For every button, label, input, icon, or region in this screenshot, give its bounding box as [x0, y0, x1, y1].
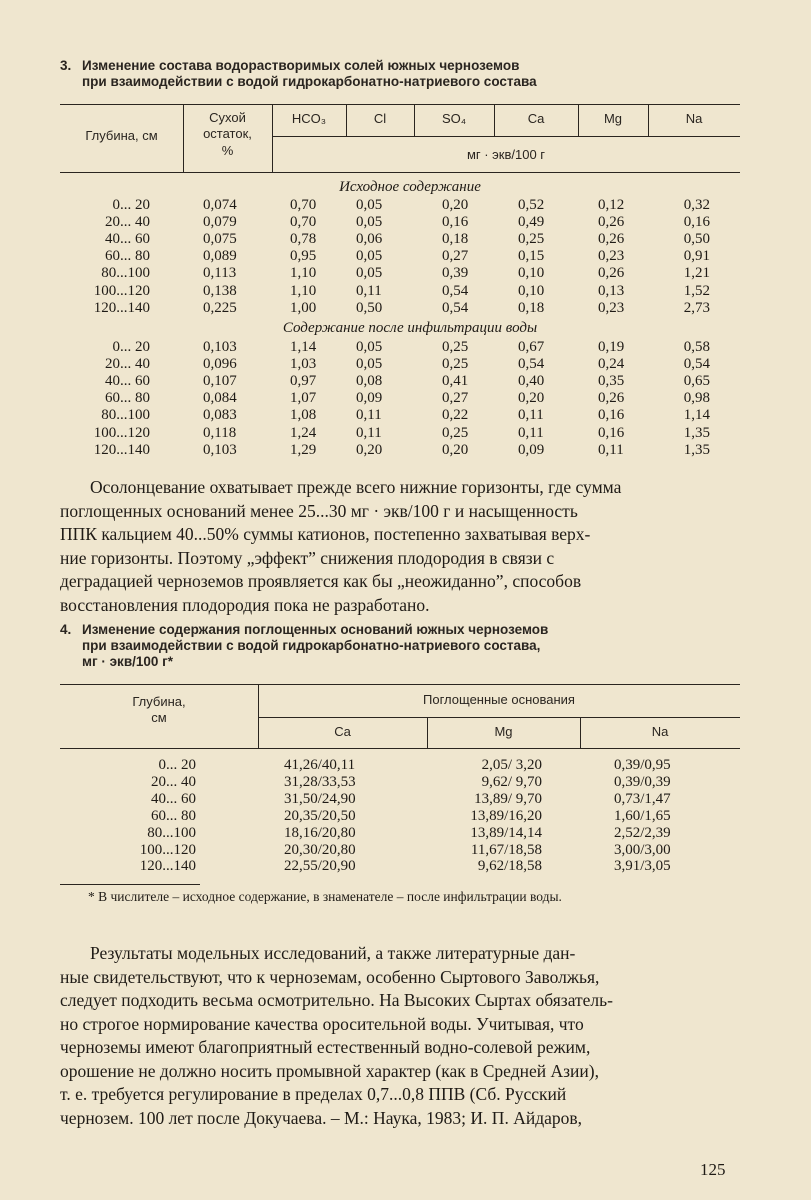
na-cell: 2,52/2,39 — [614, 824, 671, 841]
mg-cell: 2,05/ 3,20 — [481, 757, 542, 773]
ca-cell: 0,18 — [518, 299, 545, 316]
hco3-cell: 1,08 — [290, 407, 317, 424]
na-cell: 0,16 — [683, 214, 710, 231]
mg-cell: 13,89/14,14 — [470, 824, 542, 841]
table4-header-group: Поглощенные основания — [423, 692, 575, 707]
ca-cell: 20,30/20,80 — [284, 841, 356, 858]
na-cell: 0,50 — [683, 231, 710, 248]
dry-residue-cell: 0,075 — [203, 231, 237, 248]
so4-cell: 0,16 — [442, 214, 469, 231]
hco3-cell: 0,70 — [290, 197, 317, 213]
ca-cell: 0,67 — [518, 339, 545, 355]
table-row — [0, 757, 811, 773]
hco3-cell: 1,07 — [290, 390, 317, 407]
ca-cell: 0,49 — [518, 214, 545, 231]
depth-cell: 0... 20 — [112, 339, 150, 355]
dry-residue-cell: 0,103 — [203, 441, 237, 458]
mg-cell: 0,26 — [598, 265, 625, 282]
paragraph-1-line-3: ППК кальцием 40...50% суммы катионов, постепенно захватывая верх- — [60, 524, 591, 544]
table-row — [0, 825, 811, 841]
depth-cell: 100...120 — [139, 841, 196, 858]
paragraph-2-line-5: черноземы имеют благоприятный естественный водно-солевой режим, — [60, 1037, 591, 1057]
table4-header-depth-1: Глубина, — [132, 694, 186, 709]
paragraph-2-line-3: следует подходить весьма осмотрительно. На Высоких Сыртах обязатель- — [60, 990, 613, 1010]
hco3-cell: 0,78 — [290, 231, 317, 248]
so4-cell: 0,25 — [442, 424, 469, 441]
dry-residue-cell: 0,225 — [203, 299, 237, 316]
dry-residue-cell: 0,074 — [203, 197, 237, 213]
na-cell: 1,14 — [683, 407, 710, 424]
dry-residue-cell: 0,079 — [203, 214, 237, 231]
dry-residue-cell: 0,084 — [203, 390, 237, 407]
depth-cell: 100...120 — [93, 424, 150, 441]
ca-cell: 41,26/40,11 — [284, 757, 356, 773]
cl-cell: 0,09 — [356, 390, 383, 407]
depth-cell: 0... 20 — [158, 757, 196, 773]
table4-subhead-rule — [258, 717, 740, 718]
mg-cell: 0,23 — [598, 299, 625, 316]
so4-cell: 0,18 — [442, 231, 469, 248]
na-cell: 0,73/1,47 — [614, 790, 671, 807]
ca-cell: 0,20 — [518, 390, 545, 407]
table-row — [0, 791, 811, 807]
table4-number: 4. — [60, 622, 72, 637]
cl-cell: 0,05 — [356, 339, 383, 355]
table3-header-na: Na — [685, 111, 703, 126]
ca-cell: 0,40 — [518, 373, 545, 390]
hco3-cell: 1,03 — [290, 356, 317, 373]
depth-cell: 20... 40 — [151, 773, 196, 790]
table-row — [0, 214, 811, 230]
dry-residue-cell: 0,103 — [203, 339, 237, 355]
depth-cell: 20... 40 — [105, 356, 150, 373]
paragraph-1 — [60, 476, 740, 617]
table-row — [0, 858, 811, 874]
table-row — [0, 197, 811, 213]
hco3-cell: 1,29 — [290, 441, 317, 458]
ca-cell: 0,10 — [518, 282, 545, 299]
cl-cell: 0,05 — [356, 214, 383, 231]
depth-cell: 40... 60 — [105, 373, 150, 390]
table3-caption — [60, 58, 760, 90]
so4-cell: 0,22 — [442, 407, 469, 424]
hco3-cell: 0,70 — [290, 214, 317, 231]
depth-cell: 0... 20 — [112, 197, 150, 213]
ca-cell: 0,54 — [518, 356, 545, 373]
table4-header-mg: Mg — [494, 724, 513, 739]
paragraph-2-line-6: орошение не должно носить промывной характер (как в Средней Азии), — [60, 1060, 599, 1081]
paragraph-2-line-8: чернозем. 100 лет после Докучаева. – М.: Наука, 1983; И. П. Айдаров, — [60, 1107, 583, 1128]
depth-cell: 120...140 — [93, 441, 150, 458]
depth-cell: 80...100 — [101, 407, 150, 424]
dry-residue-cell: 0,096 — [203, 356, 237, 373]
ca-cell: 22,55/20,90 — [284, 858, 356, 875]
depth-cell: 120...140 — [93, 299, 150, 316]
na-cell: 1,35 — [683, 424, 710, 441]
dry-residue-cell: 0,118 — [203, 424, 237, 441]
table4-header-depth-2: см — [151, 710, 167, 725]
paragraph-1-line-4: ние горизонты. Поэтому „эффект” снижения плодородия в связи с — [60, 547, 555, 568]
table4-footnote: * В числителе – исходное содержание, в знаменателе – после инфильтрации воды. — [88, 889, 562, 904]
mg-cell: 0,35 — [598, 373, 625, 390]
table-row — [0, 248, 811, 264]
table3-header-cl: Cl — [373, 111, 387, 126]
paragraph-2-line-4: но строгое нормирование качества оросительной воды. Учитывая, что — [60, 1013, 584, 1034]
dry-residue-cell: 0,138 — [203, 282, 237, 299]
ca-cell: 20,35/20,50 — [284, 807, 356, 824]
mg-cell: 9,62/ 9,70 — [481, 773, 542, 790]
table4-header-ca: Ca — [334, 724, 351, 739]
cl-cell: 0,11 — [356, 282, 382, 299]
cl-cell: 0,05 — [356, 356, 383, 373]
table-row — [0, 774, 811, 790]
cl-cell: 0,50 — [356, 299, 383, 316]
hco3-cell: 1,14 — [290, 339, 317, 355]
cl-cell: 0,11 — [356, 424, 382, 441]
table-row — [0, 425, 811, 441]
na-cell: 1,35 — [683, 441, 710, 458]
na-cell: 0,91 — [683, 248, 710, 265]
hco3-cell: 1,10 — [290, 282, 317, 299]
so4-cell: 0,20 — [442, 197, 469, 213]
mg-cell: 0,24 — [598, 356, 625, 373]
dry-residue-cell: 0,083 — [203, 407, 237, 424]
table-row — [0, 442, 811, 458]
cl-cell: 0,05 — [356, 248, 383, 265]
depth-cell: 100...120 — [93, 282, 150, 299]
so4-cell: 0,25 — [442, 356, 469, 373]
so4-cell: 0,27 — [442, 248, 469, 265]
hco3-cell: 0,97 — [290, 373, 317, 390]
mg-cell: 13,89/16,20 — [470, 807, 542, 824]
na-cell: 1,52 — [683, 282, 710, 299]
ca-cell: 0,52 — [518, 197, 545, 213]
depth-cell: 60... 80 — [105, 248, 150, 265]
table3-header-unit: мг · экв/100 г — [466, 147, 546, 162]
na-cell: 1,60/1,65 — [614, 807, 671, 824]
table-row — [0, 231, 811, 247]
depth-cell: 40... 60 — [105, 231, 150, 248]
table-row — [0, 808, 811, 824]
ca-cell: 0,09 — [518, 441, 545, 458]
ca-cell: 0,11 — [518, 407, 544, 424]
na-cell: 0,39/0,95 — [614, 757, 671, 773]
cl-cell: 0,08 — [356, 373, 383, 390]
depth-cell: 120...140 — [139, 858, 196, 875]
hco3-cell: 1,24 — [290, 424, 317, 441]
mg-cell: 0,19 — [598, 339, 625, 355]
paragraph-1-line-6: восстановления плодородия пока не разработано. — [60, 594, 430, 615]
mg-cell: 9,62/18,58 — [477, 858, 542, 875]
table3-number: 3. — [60, 58, 72, 73]
so4-cell: 0,39 — [442, 265, 469, 282]
table3-header-bottom-rule — [60, 172, 740, 173]
table3-header-depth: Глубина, см — [85, 128, 158, 143]
na-cell: 2,73 — [683, 299, 710, 316]
paragraph-1-line-5: деградацией черноземов проявляется как бы „неожиданно”, способов — [60, 571, 582, 591]
cl-cell: 0,05 — [356, 265, 383, 282]
table3-header-ca: Ca — [527, 111, 545, 126]
table-row — [0, 842, 811, 858]
dry-residue-cell: 0,089 — [203, 248, 237, 265]
mg-cell: 0,26 — [598, 390, 625, 407]
table3-header-dry-3: % — [221, 143, 234, 158]
table3-header-so4: SO₄ — [441, 111, 467, 126]
na-cell: 0,39/0,39 — [614, 773, 671, 790]
na-cell: 0,58 — [683, 339, 710, 355]
table-row — [0, 356, 811, 372]
table3-title-line2: при взаимодействии с водой гидрокарбонатно-натриевого состава — [82, 74, 537, 89]
paragraph-2 — [60, 942, 740, 1130]
table-row — [0, 300, 811, 316]
table-row — [0, 339, 811, 355]
mg-cell: 0,16 — [598, 424, 625, 441]
mg-cell: 0,13 — [598, 282, 625, 299]
depth-cell: 80...100 — [101, 265, 150, 282]
depth-cell: 20... 40 — [105, 214, 150, 231]
na-cell: 3,00/3,00 — [614, 841, 671, 858]
ca-cell: 31,50/24,90 — [284, 790, 356, 807]
ca-cell: 0,10 — [518, 265, 545, 282]
table-row — [0, 373, 811, 389]
na-cell: 3,91/3,05 — [614, 858, 671, 875]
table-row — [0, 265, 811, 281]
so4-cell: 0,54 — [442, 282, 469, 299]
table3-top-rule — [60, 104, 740, 105]
hco3-cell: 1,10 — [290, 265, 317, 282]
mg-cell: 0,26 — [598, 214, 625, 231]
hco3-cell: 1,00 — [290, 299, 317, 316]
table-row — [0, 283, 811, 299]
cl-cell: 0,20 — [356, 441, 383, 458]
table4-title-line2: при взаимодействии с водой гидрокарбонатно-натриевого состава, — [82, 638, 541, 653]
na-cell: 1,21 — [683, 265, 710, 282]
mg-cell: 0,26 — [598, 231, 625, 248]
footnote-rule — [60, 884, 200, 885]
table3-header-mg: Mg — [603, 111, 623, 126]
so4-cell: 0,27 — [442, 390, 469, 407]
na-cell: 0,98 — [683, 390, 710, 407]
so4-cell: 0,20 — [442, 441, 469, 458]
ca-cell: 0,25 — [518, 231, 545, 248]
mg-cell: 0,16 — [598, 407, 625, 424]
table3-header-dry-2: остаток, — [203, 126, 252, 141]
dry-residue-cell: 0,113 — [203, 265, 237, 282]
so4-cell: 0,25 — [442, 339, 469, 355]
paragraph-2-line-7: т. е. требуется регулирование в пределах 0,7...0,8 ППВ (Сб. Русский — [60, 1084, 567, 1104]
table4-title-line3: мг · экв/100 г* — [82, 654, 174, 669]
depth-cell: 80...100 — [147, 824, 196, 841]
table4-top-rule — [60, 684, 740, 685]
table3-header-dry-1: Сухой — [209, 110, 246, 125]
page-number: 125 — [700, 1160, 726, 1179]
cl-cell: 0,06 — [356, 231, 383, 248]
mg-cell: 0,12 — [598, 197, 625, 213]
depth-cell: 60... 80 — [105, 390, 150, 407]
table3-header-hco3: HCO₃ — [291, 111, 327, 126]
table4-header-na: Na — [651, 724, 669, 739]
na-cell: 0,32 — [683, 197, 710, 213]
ca-cell: 0,15 — [518, 248, 545, 265]
so4-cell: 0,54 — [442, 299, 469, 316]
table3-title-line1: Изменение состава водорастворимых солей южных черноземов — [82, 58, 520, 73]
hco3-cell: 0,95 — [290, 248, 317, 265]
table-row — [0, 407, 811, 423]
mg-cell: 13,89/ 9,70 — [474, 790, 542, 807]
table4-header-bottom-rule — [60, 748, 740, 749]
table3-subhead-rule — [272, 136, 740, 137]
paragraph-2-line-2: ные свидетельствуют, что к черноземам, особенно Сыртового Заволжья, — [60, 966, 600, 987]
depth-cell: 40... 60 — [151, 790, 196, 807]
mg-cell: 0,23 — [598, 248, 625, 265]
table3-section-after: Содержание после инфильтрации воды — [282, 320, 538, 336]
cl-cell: 0,05 — [356, 197, 383, 213]
paragraph-1-line-2: поглощенных оснований менее 25...30 мг · экв/100 г и насыщенность — [60, 500, 578, 521]
na-cell: 0,54 — [683, 356, 710, 373]
depth-cell: 60... 80 — [151, 807, 196, 824]
paragraph-1-line-1: Осолонцевание охватывает прежде всего нижние горизонты, где сумма — [90, 477, 622, 497]
table4-caption — [60, 622, 760, 670]
mg-cell: 11,67/18,58 — [470, 841, 542, 858]
na-cell: 0,65 — [683, 373, 710, 390]
dry-residue-cell: 0,107 — [203, 373, 237, 390]
ca-cell: 31,28/33,53 — [284, 773, 356, 790]
cl-cell: 0,11 — [356, 407, 382, 424]
table-row — [0, 390, 811, 406]
table4-title-line1: Изменение содержания поглощенных оснований южных черноземов — [82, 622, 549, 637]
ca-cell: 0,11 — [518, 424, 544, 441]
ca-cell: 18,16/20,80 — [284, 824, 356, 841]
so4-cell: 0,41 — [442, 373, 469, 390]
table3-section-initial: Исходное содержание — [339, 179, 481, 195]
paragraph-2-line-1: Результаты модельных исследований, а также литературные дан- — [90, 943, 576, 963]
mg-cell: 0,11 — [598, 441, 624, 458]
